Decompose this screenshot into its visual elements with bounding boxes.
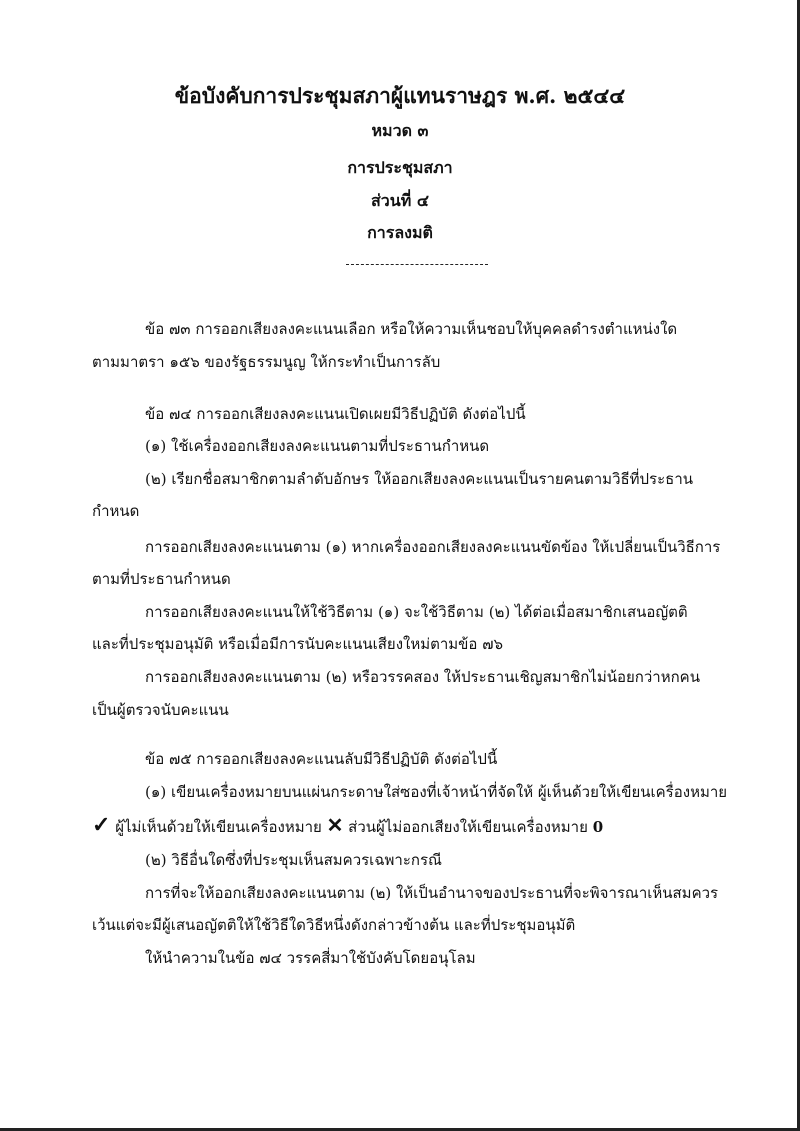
document-title: ข้อบังคับการประชุมสภาผู้แทนราษฎร พ.ศ. ๒๕๔๔ bbox=[174, 83, 626, 108]
section-74-para-2-line-1: การออกเสียงลงคะแนนให้ใช้วิธีตาม (๑) จะใช้วิธีตาม (๒) ได้ต่อเมื่อสมาชิกเสนอญัตติ bbox=[145, 603, 688, 621]
chapter-number: หมวด ๓ bbox=[371, 121, 429, 140]
section-75-para-1-line-2: เว้นแต่จะมีผู้เสนอญัตติให้ใช้วิธีใดวิธีหนึ่งดังกล่าวข้างต้น และที่ประชุมอนุมัติ bbox=[92, 916, 576, 934]
section-74-para-3-line-2: เป็นผู้ตรวจนับคะแนน bbox=[92, 701, 229, 719]
section-74-line-1: ข้อ ๗๔ การออกเสียงลงคะแนนเปิดเผยมีวิธีปฏิบัติ ดังต่อไปนี้ bbox=[145, 405, 526, 423]
section-73-line-2: ตามมาตรา ๑๕๖ ของรัฐธรรมนูญ ให้กระทำเป็นการลับ bbox=[92, 353, 441, 371]
section-75-item-1-line-1: (๑) เขียนเครื่องหมายบนแผ่นกระดาษใส่ซองที่เจ้าหน้าที่จัดให้ ผู้เห็นด้วยให้เขียนเครื่องหมาย bbox=[145, 783, 728, 801]
heading-divider bbox=[346, 264, 488, 265]
cross-mark-icon: ✕ bbox=[326, 813, 344, 837]
section-75-line-1: ข้อ ๗๕ การออกเสียงลงคะแนนลับมีวิธีปฏิบัติ ดังต่อไปนี้ bbox=[145, 750, 498, 768]
section-75-item-2: (๒) วิธีอื่นใดซึ่งที่ประชุมเห็นสมควรเฉพาะกรณี bbox=[145, 851, 442, 869]
section-74-item-2-line-2: กำหนด bbox=[92, 502, 140, 520]
part-number: ส่วนที่ ๔ bbox=[371, 191, 429, 210]
section-75-para-1-line-1: การที่จะให้ออกเสียงลงคะแนนตาม (๒) ให้เป็นอำนาจของประธานที่จะพิจารณาเห็นสมควร bbox=[145, 884, 719, 902]
section-73-line-1: ข้อ ๗๓ การออกเสียงลงคะแนนเลือก หรือให้ความเห็นชอบให้บุคคลดำรงตำแหน่งใด bbox=[145, 320, 678, 338]
section-75-item-1-line-2 bbox=[92, 812, 604, 838]
chapter-name: การประชุมสภา bbox=[347, 158, 453, 177]
check-mark-icon: ✓ bbox=[92, 812, 111, 838]
section-74-item-2-line-1: (๒) เรียกชื่อสมาชิกตามลำดับอักษร ให้ออกเสียงลงคะแนนเป็นรายคนตามวิธีที่ประธาน bbox=[145, 470, 693, 488]
section-74-para-1-line-1: การออกเสียงลงคะแนนตาม (๑) หากเครื่องออกเสียงลงคะแนนขัดข้อง ให้เปลี่ยนเป็นวิธีการ bbox=[145, 538, 721, 556]
section-74-para-2-line-2: และที่ประชุมอนุมัติ หรือเมื่อมีการนับคะแนนเสียงใหม่ตามข้อ ๗๖ bbox=[92, 635, 504, 653]
part-name: การลงมติ bbox=[367, 223, 433, 242]
abstain-instruction: ส่วนผู้ไม่ออกเสียงให้เขียนเครื่องหมาย bbox=[348, 818, 588, 836]
zero-mark: 0 bbox=[592, 818, 604, 836]
section-74-para-3-line-1: การออกเสียงลงคะแนนตาม (๒) หรือวรรคสอง ให้ประธานเชิญสมาชิกไม่น้อยกว่าหกคน bbox=[145, 668, 700, 686]
disagree-instruction: ผู้ไม่เห็นด้วยให้เขียนเครื่องหมาย bbox=[115, 818, 322, 836]
section-74-item-1: (๑) ใช้เครื่องออกเสียงลงคะแนนตามที่ประธานกำหนด bbox=[145, 437, 490, 455]
section-74-para-1-line-2: ตามที่ประธานกำหนด bbox=[92, 570, 231, 588]
section-75-para-2: ให้นำความในข้อ ๗๔ วรรคสี่มาใช้บังคับโดยอนุโลม bbox=[145, 949, 476, 967]
